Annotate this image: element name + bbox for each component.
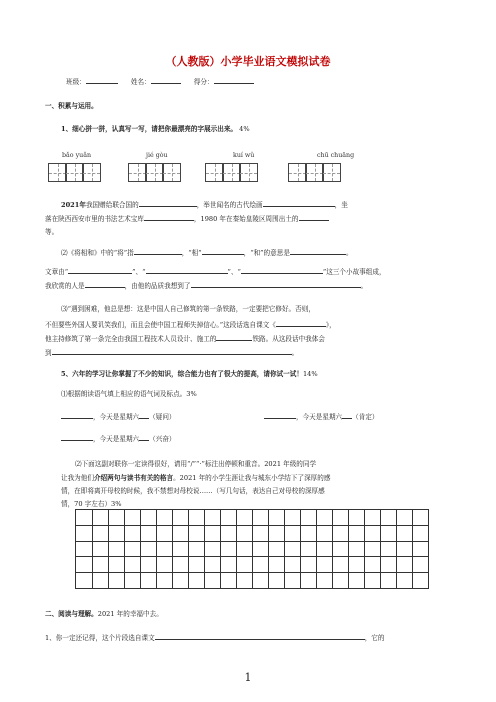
p3-line4	[45, 346, 475, 359]
grid-col-line	[332, 510, 333, 588]
grid-col-line	[188, 510, 189, 588]
answer-blank[interactable]	[202, 246, 244, 255]
year-text: 2021年	[61, 201, 86, 209]
p2-text: ”、“	[132, 268, 146, 276]
p3-text: 他主持修筑了第一条完全由我国工程技术人员设计、施工的	[45, 335, 217, 343]
grid-col-line	[204, 510, 205, 588]
p3-text: 到	[45, 349, 52, 357]
p2-text: ”、“	[227, 268, 241, 276]
q5-1-prompt: ⑴根据朗读语气填上相应的语气词及标点。3%	[61, 390, 197, 398]
answer-blank[interactable]	[216, 332, 252, 341]
section2-heading: 二、阅读与理解。	[45, 610, 98, 618]
q1-points: 4%	[239, 125, 250, 133]
writing-box[interactable]	[82, 163, 101, 182]
info-row	[66, 75, 254, 88]
p3-text: 不但要些外国人要讥笑我们，而且会使中国工程师失掉信心。”这段话选自课文《	[45, 321, 276, 329]
p3-line2	[45, 318, 475, 331]
q5-prompt	[61, 368, 318, 380]
tone-text: ，今天是星期六	[93, 413, 140, 421]
grid-col-line	[380, 510, 381, 588]
p3-line1: ⑶“遇到困难，他总是想：这是中国人自己修筑的第一条铁路，一定要把它修好。否则，	[61, 305, 315, 313]
p2-line2	[45, 265, 475, 278]
answer-blank[interactable]	[299, 212, 329, 221]
p2021-text: 落在陕西西安市里的书法艺术宝库	[45, 215, 144, 223]
p2-text: 我欣赏的人是	[45, 282, 85, 290]
q5-2-line1: ⑵下面这副对联你一定读得很好，请用“/”“·”标注出停顿和重音。2021 年级的同学	[75, 460, 317, 468]
q5-2-text: 介绍两句与读书有关的格言	[93, 474, 174, 482]
answer-blank[interactable]	[290, 246, 346, 255]
pinyin-1: bǎo yuǎn	[62, 152, 92, 159]
p3-text: 铁路。从这段话中我体会	[252, 335, 325, 343]
grid-col-line	[316, 510, 317, 588]
p2-text: ，由他的品质我想到了	[124, 282, 191, 290]
answer-blank[interactable]	[139, 410, 149, 419]
pinyin-3: kuí wǔ	[233, 152, 255, 159]
answer-blank[interactable]	[144, 212, 194, 221]
grid-col-line	[172, 510, 173, 588]
class-label: 班级：	[66, 78, 86, 86]
p2021-text: 我国赠给联合国的	[85, 201, 139, 209]
grid-col-line	[268, 510, 269, 588]
class-field[interactable]	[86, 75, 118, 84]
read-q1-text: 1、你一定还记得，这个片段选自课文	[45, 634, 155, 642]
grid-col-line	[412, 510, 413, 588]
writing-box[interactable]	[162, 163, 181, 182]
answer-blank[interactable]	[191, 279, 361, 288]
p3-text: 》，	[325, 321, 336, 329]
tone-text: （疑问）	[149, 413, 176, 421]
answer-blank[interactable]	[85, 279, 125, 288]
q5-2-line2	[61, 472, 481, 484]
q5-text: 5、六年的学习让你掌握了不少的知识，综合能力也有了很大的提高，请你试一试！	[61, 370, 303, 378]
answer-blank[interactable]	[68, 265, 132, 274]
grid-col-line	[252, 510, 253, 588]
answer-blank[interactable]	[264, 410, 296, 419]
section1-heading: 一、积累与运用。	[45, 102, 98, 110]
p2-text: 。	[345, 249, 353, 257]
grid-col-line	[220, 510, 221, 588]
read-q1	[45, 631, 475, 644]
grid-col-line	[156, 510, 157, 588]
answer-blank[interactable]	[61, 410, 93, 419]
exam-title: （人教版）小学毕业语文模拟试卷	[165, 55, 331, 68]
answer-blank[interactable]	[52, 346, 292, 355]
p2021-line3: 等。	[45, 228, 59, 236]
tone-text: （兴奋）	[149, 435, 176, 443]
pinyin-4: chū chuāng	[317, 152, 355, 159]
p2-line1	[61, 246, 481, 259]
section2-row	[45, 608, 163, 620]
q5-2-text: 。2021 年的小学生涯让我与城东小学结下了深厚的感	[173, 474, 331, 482]
p2021-text: ，坐	[334, 201, 348, 209]
answer-blank[interactable]	[276, 318, 326, 327]
name-field[interactable]	[151, 75, 181, 84]
p3-text: 。	[291, 349, 299, 357]
tone-row-b	[264, 410, 379, 423]
grid-col-line	[364, 510, 365, 588]
q5-2-text: 让我为他们	[61, 474, 94, 482]
grid-col-line	[236, 510, 237, 588]
name-label: 姓名：	[130, 78, 151, 86]
answer-blank[interactable]	[146, 265, 228, 274]
grid-col-line	[396, 510, 397, 588]
tone-text: ，今天是星期六	[296, 413, 343, 421]
score-label: 得分：	[193, 78, 214, 86]
q5-2-line3: 情，在即将离开母校的时候，我不禁想对母校说……（写几句话，表达自己对母校的深厚感	[61, 487, 325, 495]
writing-box[interactable]	[322, 163, 341, 182]
answer-blank[interactable]	[241, 265, 323, 274]
answer-blank[interactable]	[134, 246, 182, 255]
p3-line3	[45, 332, 475, 345]
p2-text: ”这三个小故事组成，	[322, 268, 386, 276]
pinyin-2: jié gòu	[146, 152, 168, 159]
p2021-text: ，1980 年在秦始皇陵区周围出土的	[193, 215, 299, 223]
answer-blank[interactable]	[139, 432, 149, 441]
q5-points: 14%	[302, 370, 318, 378]
p2021-line2	[45, 212, 465, 225]
p2021-text: ，举世闻名的古代绘画	[196, 201, 263, 209]
answer-blank[interactable]	[61, 432, 93, 441]
q1-prompt	[61, 123, 250, 135]
p2-text: ⑵《将相和》中的“将”指	[61, 249, 134, 257]
section2-tail: 2021 年的幸福中去。	[97, 610, 163, 618]
p2-text: ，“相”	[181, 249, 202, 257]
q1-text: 1、细心拼一拼，认真写一写，请把你最漂亮的字展示出来。	[61, 125, 238, 133]
p2-text: ，“和”的意思是	[243, 249, 290, 257]
tone-text: ，今天是星期六	[93, 435, 140, 443]
tone-row-a	[61, 410, 176, 423]
answer-blank[interactable]	[139, 198, 197, 207]
p2-text: 文章由“	[45, 268, 69, 276]
tone-text: （肯定）	[352, 413, 379, 421]
tone-row-c	[61, 432, 176, 445]
grid-col-line	[124, 510, 125, 588]
page-number: 1	[244, 671, 252, 684]
p2021-line1	[61, 198, 461, 211]
q5-2-line4: 情，70 字左右）3%	[61, 500, 122, 508]
composition-grid[interactable]	[75, 509, 429, 589]
read-q1-text: ，它的	[364, 634, 385, 642]
answer-blank[interactable]	[263, 198, 335, 207]
p2-line3	[45, 279, 475, 292]
grid-col-line	[300, 510, 301, 588]
grid-col-line	[284, 510, 285, 588]
grid-col-line	[348, 510, 349, 588]
grid-col-line	[108, 510, 109, 588]
p2-text: 。	[360, 282, 368, 290]
score-field[interactable]	[214, 75, 254, 84]
answer-blank[interactable]	[342, 410, 352, 419]
answer-blank[interactable]	[155, 631, 365, 640]
grid-col-line	[140, 510, 141, 588]
grid-col-line	[92, 510, 93, 588]
writing-box[interactable]	[239, 163, 258, 182]
